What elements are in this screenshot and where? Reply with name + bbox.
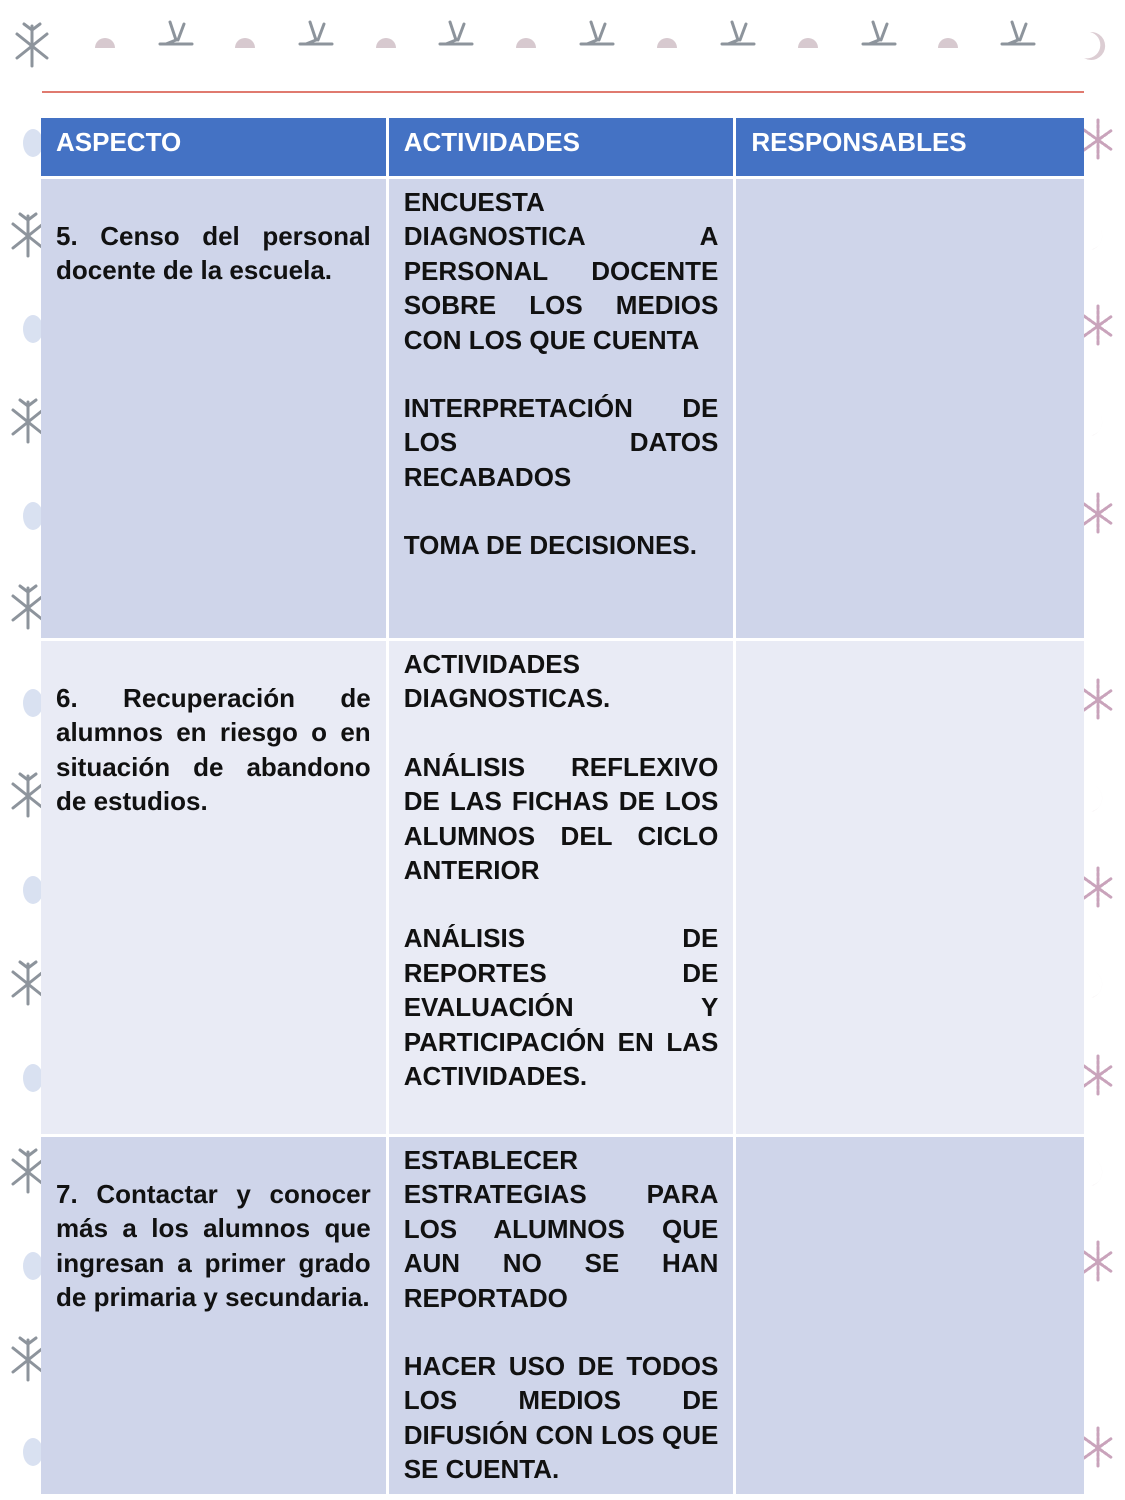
table-row [41,179,1084,641]
header-actividades: ACTIVIDADES [389,118,737,179]
dot-icon [95,38,958,48]
actividades-cell [389,179,737,641]
activity-item: HACER USO DE TODOS LOS MEDIOS DE DIFUSIÓN CON LOS QUE SE CUENTA. [403,1351,719,1485]
activity-item: ACTIVIDADES DIAGNOSTICAS. [403,649,611,714]
aspecto-cell: 6. Recuperación de alumnos en riesgo o en situación de abandono de estudios. [41,641,389,1137]
table-header-row [41,118,1084,179]
activity-item: ANÁLISIS DE REPORTES DE EVALUACIÓN Y PARTICIPACIÓN EN LAS ACTIVIDADES. [403,923,719,1092]
activity-item: TOMA DE DECISIONES. [403,530,697,561]
actividades-cell [389,1137,737,1497]
dot-icon [23,129,43,1466]
table-row [41,1137,1084,1497]
table-row [41,641,1084,1137]
activity-item: ENCUESTA DIAGNOSTICA A PERSONAL DOCENTE SOBRE LOS MEDIOS CON LOS QUE CUENTA [403,187,719,355]
top-divider-line [42,91,1084,93]
responsables-cell [736,1137,1084,1497]
snowflake-icon [17,22,1034,66]
responsables-cell [736,641,1084,1137]
aspecto-cell: 5. Censo del personal docente de la escuela. [41,179,389,641]
responsables-cell [736,179,1084,641]
header-aspecto: ASPECTO [41,118,389,179]
snowflake-icon [13,214,43,1380]
crescent-icon [1086,222,1102,1374]
activities-table [41,118,1084,1497]
crescent-icon [1084,32,1105,60]
snowflake-icon [1084,120,1112,1468]
activity-item: ESTABLECER ESTRATEGIAS PARA LOS ALUMNOS QUE AUN NO SE HAN REPORTADO [403,1145,719,1313]
activity-item: INTERPRETACIÓN DE LOS DATOS RECABADOS [403,393,719,492]
aspecto-cell: 7. Contactar y conocer más a los alumnos que ingresan a primer grado de primaria y secundaria. [41,1137,389,1497]
header-responsables: RESPONSABLES [736,118,1084,179]
activity-item: ANÁLISIS REFLEXIVO DE LAS FICHAS DE LOS ALUMNOS DEL CICLO ANTERIOR [403,751,719,886]
actividades-cell [389,641,737,1137]
